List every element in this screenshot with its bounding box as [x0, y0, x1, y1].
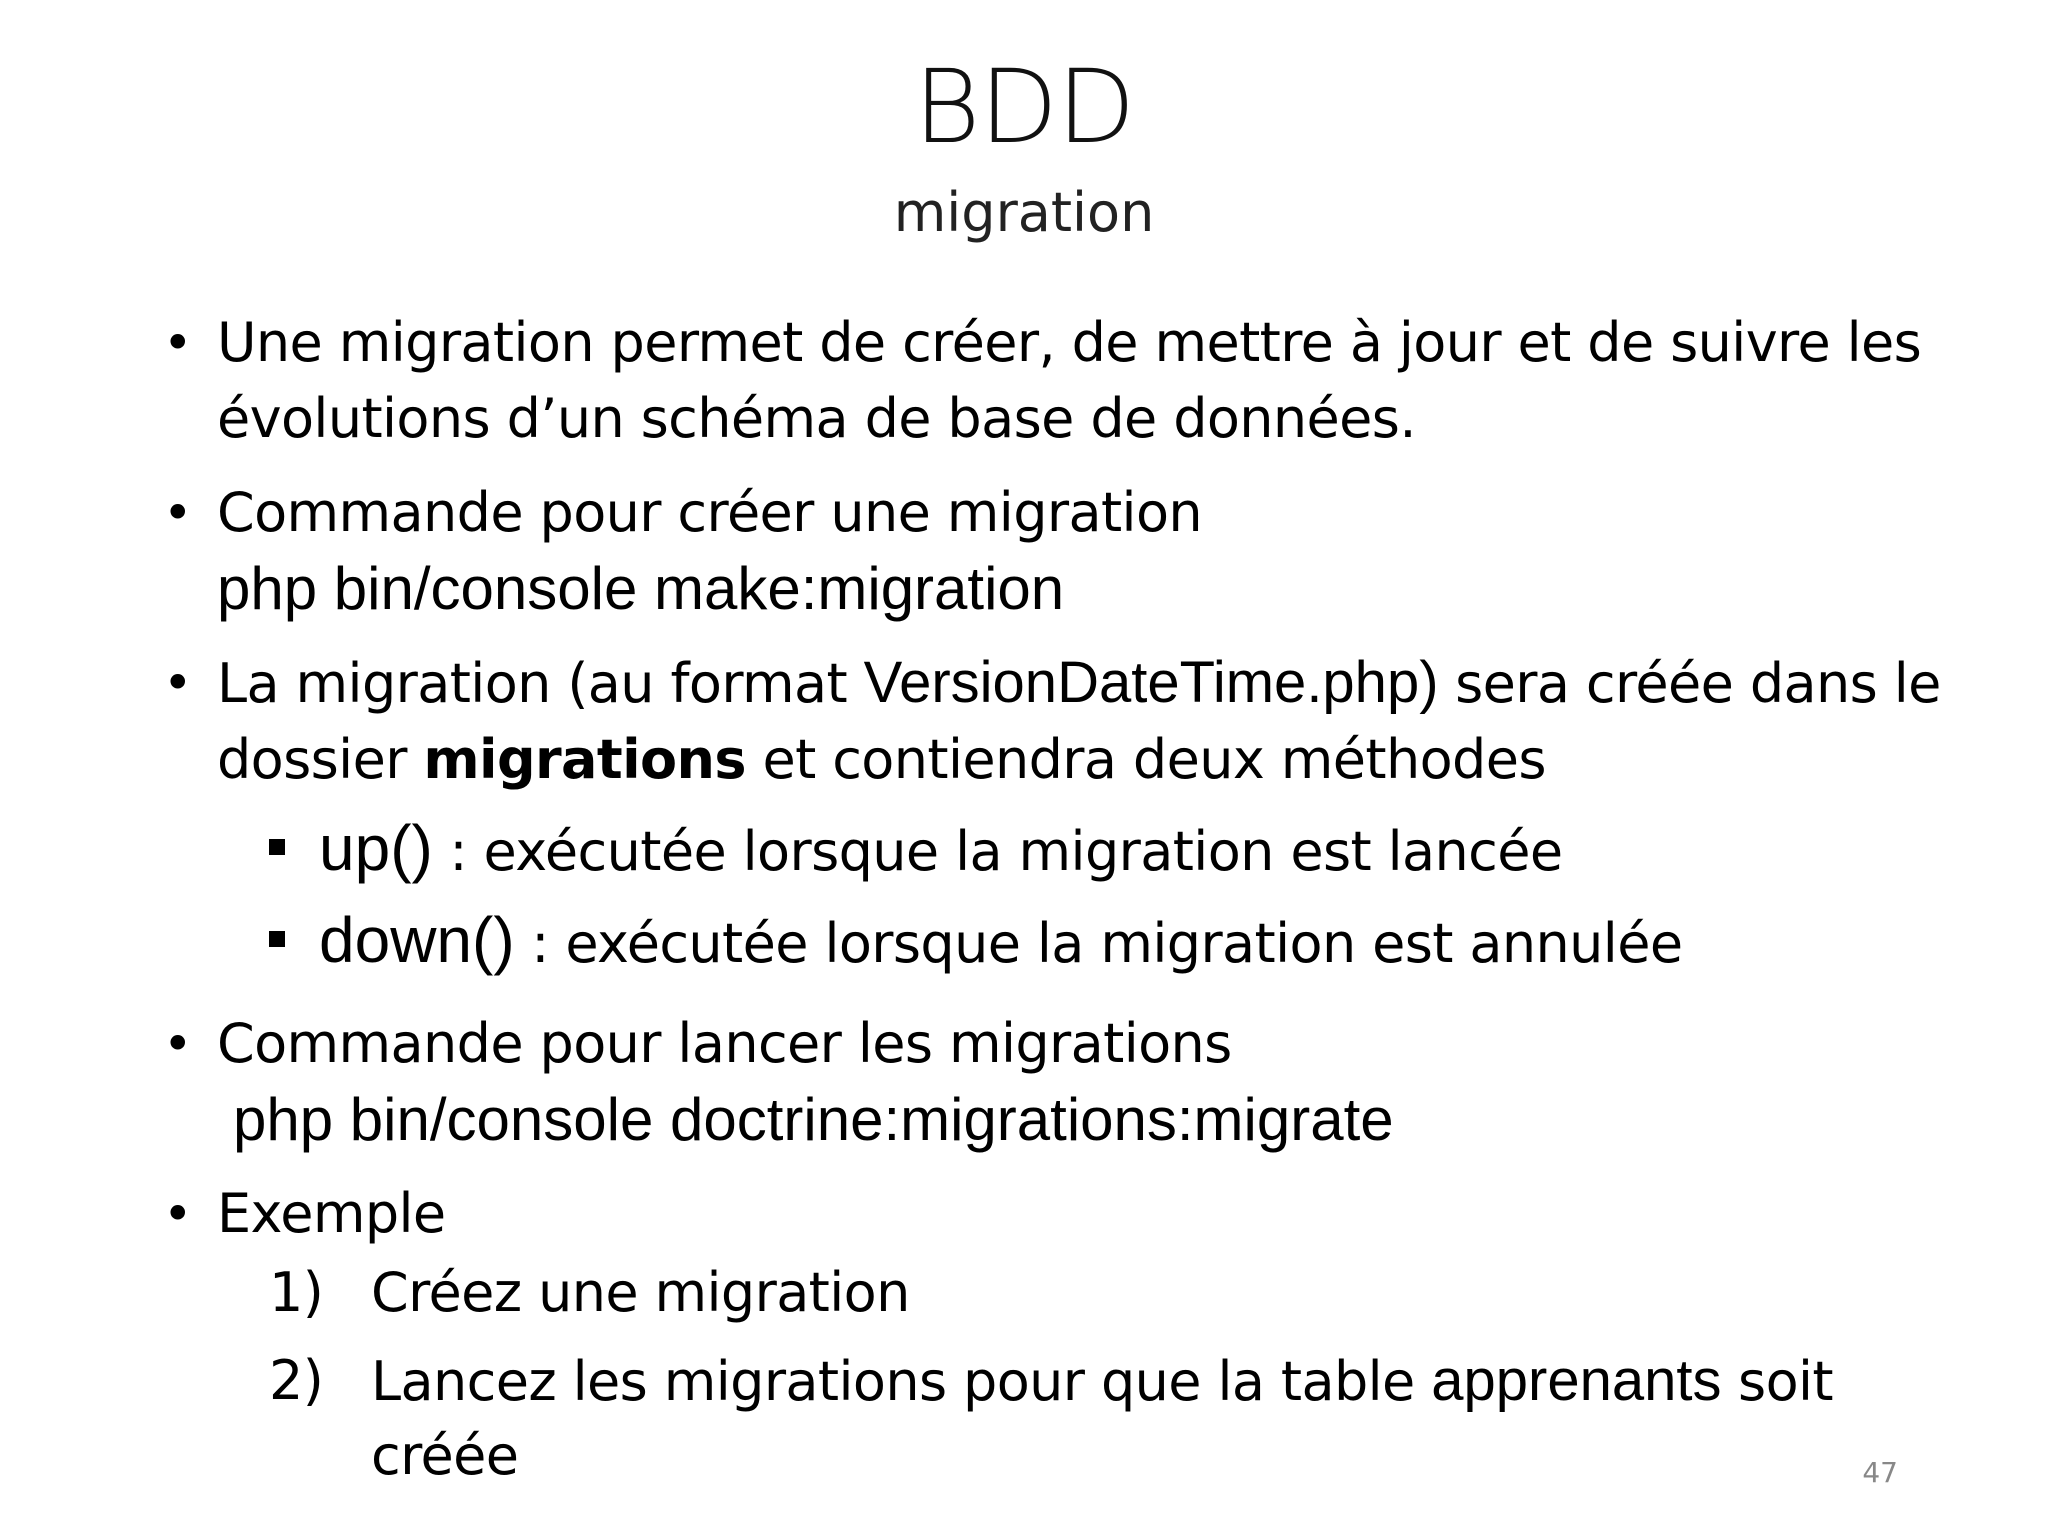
step-text: Lancez les migrations pour que la table: [371, 1350, 1432, 1413]
bullet-item-create-command: [155, 475, 1955, 627]
method-description: : exécutée lorsque la migration est lancée: [432, 820, 1563, 883]
bullet-item-example: [155, 1176, 1955, 1493]
method-item-down: [269, 896, 1955, 988]
bullet-dot-icon: •: [163, 1185, 192, 1243]
table-name: apprenants: [1431, 1348, 1722, 1413]
bullet-text: et contiendra deux méthodes: [745, 728, 1546, 791]
bullet-item-migration-file: [155, 645, 1955, 988]
square-bullet-icon: [269, 931, 285, 947]
folder-name: migrations: [423, 728, 746, 791]
slide-subtitle: migration: [893, 181, 1155, 244]
bullet-text: La migration (au format: [217, 652, 864, 715]
command-migrate: php bin/console doctrine:migrations:migrate: [233, 1086, 1394, 1153]
method-item-up: [269, 804, 1955, 896]
method-name: up(): [319, 812, 433, 884]
bullet-text: sera créée dans le dossier: [217, 652, 1941, 791]
step-text: soit créée: [371, 1350, 1833, 1487]
slide-content: [155, 305, 1955, 1511]
bullet-dot-icon: •: [163, 314, 192, 372]
bullet-item-run-command: [155, 1006, 1955, 1158]
command-make-migration: php bin/console make:migration: [217, 555, 1065, 622]
bullet-item-definition: [155, 305, 1955, 457]
step-text: Créez une migration: [371, 1261, 910, 1324]
example-steps: [217, 1256, 1955, 1493]
square-bullet-icon: [269, 839, 285, 855]
example-step-2: [269, 1344, 1955, 1493]
page-number: 47: [1862, 1456, 1898, 1489]
bullet-dot-icon: •: [163, 1015, 192, 1073]
method-list: [217, 804, 1955, 988]
slide-title: BDD: [913, 48, 1135, 167]
bullet-text: Commande pour lancer les migrations: [217, 1012, 1232, 1075]
bullet-text: Une migration permet de créer, de mettre à jour et de suivre les évolutions d’un schéma de base de données.: [217, 311, 1922, 450]
step-number: 1): [269, 1261, 324, 1324]
example-step-1: [269, 1256, 1955, 1330]
bullet-dot-icon: •: [163, 654, 192, 712]
bullet-dot-icon: •: [163, 484, 192, 542]
step-number: 2): [269, 1349, 324, 1412]
filename-format: VersionDateTime.php): [863, 650, 1439, 715]
method-description: : exécutée lorsque la migration est annulée: [514, 912, 1683, 975]
bullet-text: Exemple: [217, 1182, 446, 1245]
bullet-text: Commande pour créer une migration: [217, 481, 1203, 544]
method-name: down(): [319, 904, 515, 976]
